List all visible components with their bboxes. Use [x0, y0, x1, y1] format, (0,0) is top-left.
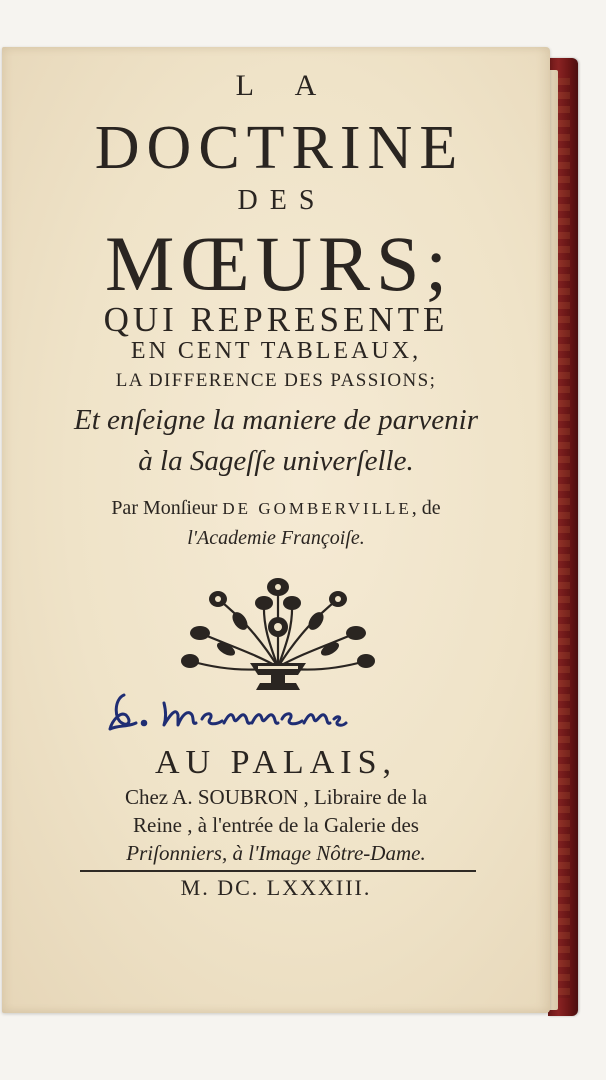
- title-page: [2, 47, 550, 1013]
- subtitle-line-2: EN CENT TABLEAUX,: [130, 338, 422, 364]
- imprint-line-2: Reine , à l'entrée de la Galerie des: [133, 813, 419, 837]
- title-subject: MŒURS;: [104, 220, 454, 307]
- subtitle-line-5: à la Sageſſe univerſelle.: [138, 445, 414, 477]
- title-line-des: DES: [237, 185, 327, 216]
- subtitle-line-1: QUI REPRESENTE: [103, 300, 449, 339]
- author-affiliation: l'Academie Françoiſe.: [187, 527, 365, 549]
- imprint-place: AU PALAIS,: [154, 744, 397, 781]
- handwritten-signature: [106, 685, 351, 735]
- title-main: DOCTRINE: [94, 114, 465, 182]
- floral-vase-ornament-icon: [178, 575, 378, 692]
- imprint-line-1: Chez A. SOUBRON , Libraire de la: [124, 785, 428, 809]
- publication-year: M. DC. LXXXIII.: [180, 875, 372, 900]
- author-suffix: , de: [411, 497, 441, 519]
- author-line: [2, 497, 550, 520]
- author-prefix: Par Monſieur: [111, 497, 218, 519]
- author-name: DE GOMBERVILLE: [222, 499, 412, 518]
- subtitle-line-3: LA DIFFERENCE DES PASSIONS;: [115, 370, 437, 391]
- imprint-line-3: Priſonniers, à l'Image Nôtre-Dame.: [126, 841, 426, 865]
- subtitle-line-4: Et enſeigne la maniere de parvenir: [73, 404, 478, 436]
- divider-rule: [80, 870, 476, 872]
- title-line-la: L A: [235, 69, 335, 102]
